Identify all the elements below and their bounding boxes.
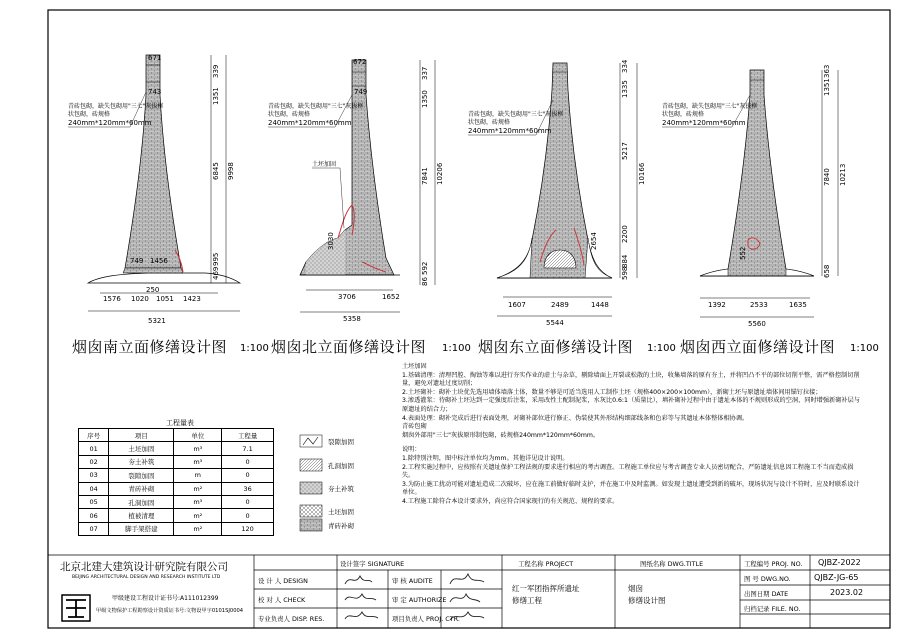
table-cell: 0 <box>222 455 274 468</box>
dim-east-base-3: 1448 <box>591 301 609 309</box>
table-cell: m³ <box>174 455 222 468</box>
dim-north-base-2: 1652 <box>382 293 400 301</box>
dim-east-r1: 1335 <box>621 80 629 98</box>
dim-south-r4: 995 <box>212 252 220 266</box>
dwg-no: QJBZ-JG-65 <box>814 573 859 582</box>
table-cell: m³ <box>174 495 222 508</box>
table-cell: 脚手架搭建 <box>109 522 174 535</box>
proj-no-label: 工程编号 PROJ. NO. <box>744 560 803 568</box>
dim-west-r4: 658 <box>823 264 831 278</box>
legend-label-hole: 孔洞加固 <box>328 462 354 470</box>
table-cell: 孔洞加固 <box>109 495 174 508</box>
dim-south-r5: 469 <box>212 266 220 280</box>
dim-north-r5: 86 <box>421 277 429 286</box>
table-header: 工程量 <box>222 429 274 442</box>
dim-north-r2: 337 <box>421 66 429 80</box>
note-north-2: 状包砌，砖规格 <box>268 111 311 118</box>
table-cell: 04 <box>79 482 109 495</box>
note-line: 1.基础清理：清理凹腔、掏蚀等难以进行夯实作业的虚土与杂草，剔除墙面上开裂或松散的土块，收集墙落的原有夯土，并将凹凸不平的部位切削平整，需严格控制切削量，避免对遗址过度切削； <box>402 371 860 388</box>
note-west-2: 状包砌，砖规格 <box>662 111 705 118</box>
table-cell: 土坯加固 <box>109 442 174 455</box>
dim-north-r3: 7841 <box>421 167 429 185</box>
note-line: 土坯加固 <box>402 363 427 370</box>
legend-label-adobe: 土坯加固 <box>328 508 354 516</box>
title-south: 烟囱南立面修缮设计图 <box>72 338 228 356</box>
sign-header: 设计签字 SIGNATURE <box>340 560 405 568</box>
table-cell: 植被清理 <box>109 509 174 522</box>
quantity-table <box>78 428 274 536</box>
dim-east-r3: 5217 <box>621 142 629 160</box>
dwg-name-1: 烟囱 <box>628 584 643 593</box>
dim-south-r2: 339 <box>212 64 220 78</box>
dim-east-total-h: 10166 <box>638 162 646 185</box>
dim-south-base-1: 1576 <box>103 295 121 303</box>
note-line: 3.渗透灌浆：待砌补土坯达到一定强度后注浆，采用改性土配制泥浆，水灰比0.6:1（质量比），填补砌补过程中由于遗址本体的不规则形成的空洞，同时增强新砌补层与原遗址的结合力； <box>402 397 860 413</box>
dim-east-base-2: 2489 <box>551 301 569 309</box>
note-line: 2.工程实施过程中，应按照有关遗址保护工程法规的要求进行相应的考古调查。工程施工单位应与考古调查专业人员密切配合，严防遗址信息因工程施工不当而造成损失。 <box>402 463 854 480</box>
chimney-west-elevation <box>700 70 814 276</box>
dim-west-base-1: 1392 <box>708 301 726 309</box>
dim-south-total-w: 5321 <box>148 317 166 325</box>
dim-east-r4: 2200 <box>621 225 629 243</box>
title-north: 烟囱北立面修缮设计图 <box>271 338 427 356</box>
table-cell: 36 <box>222 482 274 495</box>
table-row <box>79 455 274 468</box>
title-west: 烟囱西立面修缮设计图 <box>680 338 836 356</box>
table-header: 项目 <box>109 429 174 442</box>
note-line: 烟囱外部用"三七"灰拔原形制包砌，砖规格240mm*120mm*60mm。 <box>402 431 600 439</box>
file-label: 归档记录 FILE. NO. <box>744 605 801 613</box>
project-name-2: 修缮工程 <box>512 596 542 605</box>
dim-north-top-2: 749 <box>354 88 368 96</box>
project-name-1: 红一军团指挥所遗址 <box>512 584 580 593</box>
note-west-3: 240mm*120mm*60mm <box>662 119 746 127</box>
table-cell: 0 <box>222 469 274 482</box>
note-north-3: 240mm*120mm*60mm <box>268 119 352 127</box>
dwg-title-label: 图纸名称 DWG.TITLE <box>640 560 704 568</box>
date-label: 出图日期 DATE <box>744 590 789 598</box>
dim-north-r1: 1350 <box>421 90 429 108</box>
table-cell: m² <box>174 482 222 495</box>
dim-east-r2: 334 <box>621 59 629 73</box>
table-cell: 06 <box>79 509 109 522</box>
dim-north-base-1: 3706 <box>338 293 356 301</box>
legend-label-crack: 裂隙加固 <box>328 438 354 446</box>
note-west-1: 青砖包砌，缺失包砌用"三七"灰拔框 <box>662 103 758 110</box>
note-line: 2.土坯砌补：砌补土块优先选用墙体墙落土体，数量不够是可适当选用人工制作土坯（规格400×200×100mm），新砌土坯与原遗址墙体间用锚钉拉接； <box>402 388 822 396</box>
dim-south-row-2: 1456 <box>150 257 168 265</box>
designer-label: 设 计 人 DESIGN <box>258 577 308 585</box>
table-cell: m <box>174 469 222 482</box>
table-row <box>79 495 274 508</box>
date: 2023.02 <box>830 588 864 597</box>
dim-east-r5: 884 <box>621 254 629 268</box>
title-east: 烟囱东立面修缮设计图 <box>478 338 634 356</box>
table-cell: 05 <box>79 495 109 508</box>
pm-label: 项目负责人 PROJ. CTR. <box>392 615 460 623</box>
legend-label-brick: 青砖补砌 <box>328 522 354 530</box>
dim-south-base-3: 1051 <box>156 295 174 303</box>
table-cell: 7.1 <box>222 442 274 455</box>
dim-north-total-h: 10206 <box>436 162 444 185</box>
legend-label-rammed-earth: 夯土补筑 <box>328 485 354 493</box>
dwg-name-2: 修缮设计图 <box>628 596 666 605</box>
table-row <box>79 522 274 535</box>
dim-east-r6: 598 <box>621 266 629 280</box>
note-line: 青砖包砌 <box>402 423 427 431</box>
dim-west-total-w: 5560 <box>748 320 766 328</box>
scale-north: 1:100 <box>442 343 471 354</box>
dim-west-mid: 552 <box>739 246 747 260</box>
dim-south-small: 250 <box>146 286 160 294</box>
dim-north-total-w: 5358 <box>343 315 361 323</box>
dim-east-base-1: 1607 <box>508 301 526 309</box>
audit-label: 审 核 AUDITE <box>392 577 433 585</box>
dim-north-top-1: 672 <box>353 58 367 66</box>
note-line: 说明： <box>402 446 421 454</box>
table-cell: 01 <box>79 442 109 455</box>
label-earth-north: 土坯加固 <box>312 161 337 168</box>
project-label: 工程名称 PROJECT <box>518 560 574 568</box>
dwg-no-label: 图 号 DWG.NO. <box>744 575 791 583</box>
quantity-table-title: 工程量表 <box>166 419 194 427</box>
scale-west: 1:100 <box>850 343 879 354</box>
dim-west-total-h: 10213 <box>839 163 847 186</box>
dim-south-r3: 6845 <box>212 162 220 180</box>
dim-north-r4: 592 <box>421 261 429 275</box>
design-notes <box>402 363 864 507</box>
director-label: 专业负责人 DISP. RES. <box>258 615 325 623</box>
table-header-row <box>79 429 274 442</box>
table-cell: m² <box>174 509 222 522</box>
table-cell: 02 <box>79 455 109 468</box>
note-south-3: 240mm*120mm*60mm <box>68 119 152 127</box>
dim-west-base-3: 1635 <box>789 301 807 309</box>
authorize-label: 审 定 AUTHORIZE <box>392 596 447 604</box>
table-cell: 07 <box>79 522 109 535</box>
table-header: 单位 <box>174 429 222 442</box>
dim-south-r1: 1351 <box>212 87 220 105</box>
proj-no: QJBZ-2022 <box>818 558 861 567</box>
table-cell: 夯土补筑 <box>109 455 174 468</box>
note-line: 4.表面处理：砌补完成后进行表面处理，对砌补部位进行修正、伪装使其外形结构细部线条和色彩等与其遗址本体整体相协调。 <box>402 414 749 422</box>
table-cell: 裂隙加固 <box>109 469 174 482</box>
dim-south-base-4: 1423 <box>183 295 201 303</box>
cert-2: 甲级文物保护工程勘察设计资质证书号:文物设甲字0101SJ0004 <box>96 608 244 614</box>
table-row <box>79 509 274 522</box>
table-row <box>79 442 274 455</box>
note-east-1: 青砖包砌，缺失包砌用"三七"灰拔框 <box>468 111 564 118</box>
table-cell: 120 <box>222 522 274 535</box>
note-east-2: 状包砌，砖规格 <box>468 119 511 126</box>
dim-east-total-w: 5544 <box>546 319 564 327</box>
table-cell: m³ <box>174 442 222 455</box>
table-cell: 0 <box>222 495 274 508</box>
dim-west-r2: 363 <box>823 64 831 78</box>
table-row <box>79 469 274 482</box>
dim-south-top-1: 671 <box>148 54 162 62</box>
legend-swatches <box>300 435 322 531</box>
checker-label: 校 对 人 CHECK <box>258 596 306 604</box>
company-name-en: BEIJING ARCHITECTURAL DESIGN AND RESEARCH INSTITUTE LTD <box>72 575 221 580</box>
table-cell: 青砖补砌 <box>109 482 174 495</box>
dim-east-mid: 2654 <box>590 232 598 250</box>
note-south-1: 青砖包砌，缺失包砌用"三七"灰拔框 <box>68 103 164 110</box>
table-row <box>79 482 274 495</box>
table-cell: m² <box>174 522 222 535</box>
note-line: 3.为防止施工扰动可能对遗址造成二次破坏，应在施工前做好临时支护，并在施工中及时监测。如发现土遗址遭受到新的破坏，现场状况与设计不符时，应及时联系设计单位。 <box>402 480 860 497</box>
note-east-3: 240mm*120mm*60mm <box>468 127 552 135</box>
dim-north-left: 3030 <box>327 232 335 250</box>
dim-west-r3: 7840 <box>823 168 831 186</box>
scale-south: 1:100 <box>240 343 269 354</box>
company-logo <box>62 595 90 621</box>
note-line: 4.工程施工除符合本设计要求外，尚应符合国家现行的有关规范、规程的要求。 <box>402 497 619 505</box>
note-south-2: 状包砌，砖规格 <box>68 111 111 118</box>
dim-south-row-1: 749 <box>130 257 144 265</box>
table-cell: 0 <box>222 509 274 522</box>
dim-south-top-2: 743 <box>148 88 162 96</box>
note-line: 1.除特别注明，图中标注单位均为mm。其他详见设计说明。 <box>402 454 569 462</box>
cert-1: 甲级建设工程设计证书号:A111012399 <box>112 595 219 602</box>
scale-east: 1:100 <box>647 343 676 354</box>
table-header: 序号 <box>79 429 109 442</box>
dim-west-r1: 1351 <box>823 78 831 96</box>
dim-west-base-2: 2533 <box>750 301 768 309</box>
dim-south-base-2: 1020 <box>131 295 149 303</box>
company-name: 北京北建大建筑设计研究院有限公司 <box>60 561 228 573</box>
note-north-1: 青砖包砌，缺失包砌用"三七"灰拔框 <box>268 103 364 110</box>
table-cell: 03 <box>79 469 109 482</box>
dim-south-total-h: 9998 <box>227 162 235 180</box>
